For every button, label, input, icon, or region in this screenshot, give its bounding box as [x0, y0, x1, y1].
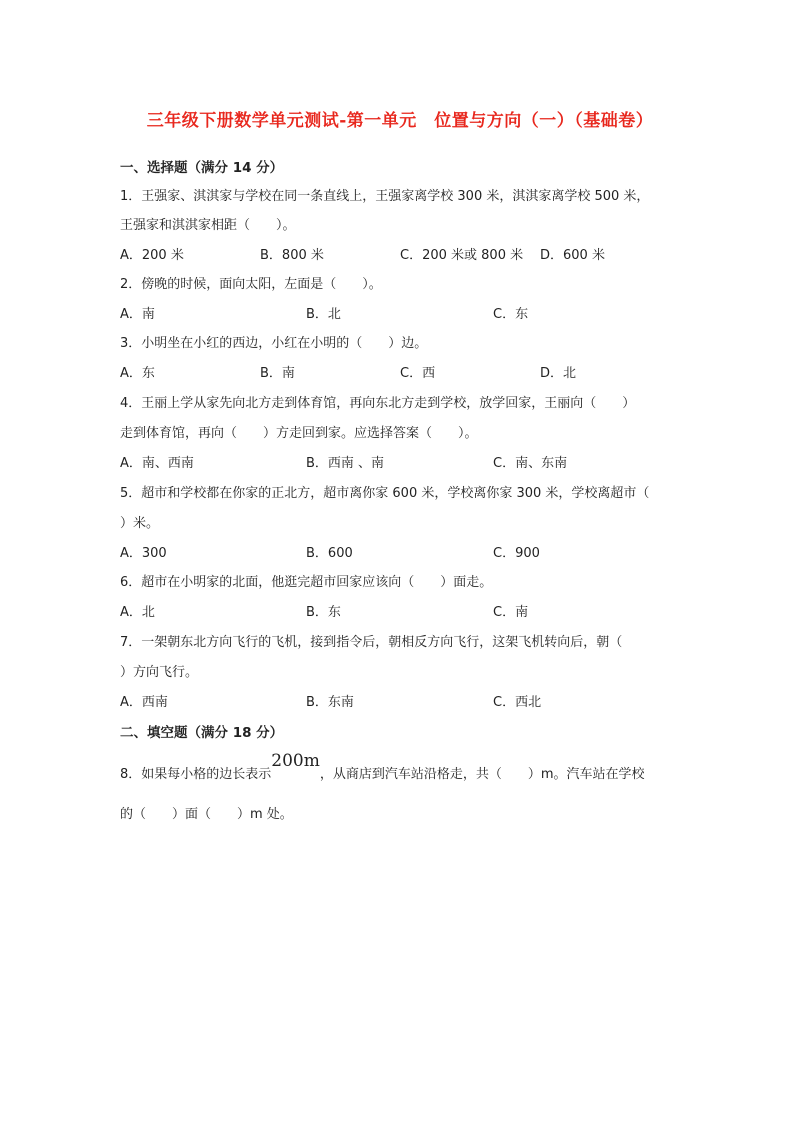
question-2-option-a: A．南: [120, 307, 155, 322]
question-7-line-1: 7．一架朝东北方向飞行的飞机，接到指令后，朝相反方向飞行，这架飞机转向后，朝（: [120, 635, 623, 650]
question-3-option-d: D．北: [540, 366, 577, 381]
question-4-line-1: 4．王丽上学从家先向北方走到体育馆，再向东北方走到学校，放学回家，王丽向（ ）: [120, 396, 636, 411]
question-4-option-a: A．南、西南: [120, 456, 194, 471]
question-3-option-c: C．西: [400, 366, 436, 381]
question-7-line-2: ）方向飞行。: [120, 665, 199, 680]
question-8-text-part-2: ，从商店到汽车站沿格走，共（ ）m。汽车站在学校: [319, 767, 645, 782]
question-4-line-2: 走到体育馆，再向（ ）方走回到家。应选择答案（ ）。: [120, 426, 478, 441]
question-1-line-1: 1．王强家、淇淇家与学校在同一条直线上，王强家离学校 300 米，淇淇家离学校 500 米，: [120, 189, 650, 204]
question-5-option-b: B．600: [306, 546, 353, 561]
question-6-option-c: C．南: [493, 605, 529, 620]
question-5-line-1: 5．超市和学校都在你家的正北方，超市离你家 600 米，学校离你家 300 米，学校离超市（: [120, 486, 650, 501]
question-2-option-c: C．东: [493, 307, 529, 322]
section-heading-fill-blank: 二、填空题（满分 18 分）: [120, 725, 284, 741]
question-5-line-2: ）米。: [120, 516, 160, 531]
section-heading-choice: 一、选择题（满分 14 分）: [120, 160, 284, 176]
question-1-option-a: A．200 米: [120, 248, 184, 263]
question-5-option-a: A．300: [120, 546, 167, 561]
question-1-option-c: C．200 米或 800 米: [400, 248, 524, 263]
question-6-option-a: A．北: [120, 605, 155, 620]
document-title: 三年级下册数学单元测试-第一单元 位置与方向（一）（基础卷）: [146, 111, 654, 131]
question-1-option-d: D．600 米: [540, 248, 605, 263]
question-3-option-a: A．东: [120, 366, 155, 381]
question-7-option-b: B．东南: [306, 695, 354, 710]
question-4-option-c: C．南、东南: [493, 456, 568, 471]
question-8-line-2: 的（ ）面（ ）m 处。: [120, 807, 293, 822]
question-7-option-c: C．西北: [493, 695, 542, 710]
question-3-option-b: B．南: [260, 366, 295, 381]
question-8-text-part-1: 8．如果每小格的边长表示: [120, 767, 272, 782]
question-8-formula: 200m: [271, 751, 320, 771]
question-7-option-a: A．西南: [120, 695, 168, 710]
question-3-line-1: 3．小明坐在小红的西边，小红在小明的（ ）边。: [120, 336, 428, 351]
question-1-option-b: B．800 米: [260, 248, 324, 263]
question-6-line-1: 6．超市在小明家的北面，他逛完超市回家应该向（ ）面走。: [120, 575, 493, 590]
question-6-option-b: B．东: [306, 605, 341, 620]
question-2-line-1: 2．傍晚的时候，面向太阳，左面是（ ）。: [120, 277, 382, 292]
question-8-line-1: [120, 751, 645, 783]
question-1-line-2: 王强家和淇淇家相距（ ）。: [120, 218, 296, 233]
question-4-option-b: B．西南 、南: [306, 456, 385, 471]
question-5-option-c: C．900: [493, 546, 540, 561]
question-2-option-b: B．北: [306, 307, 341, 322]
